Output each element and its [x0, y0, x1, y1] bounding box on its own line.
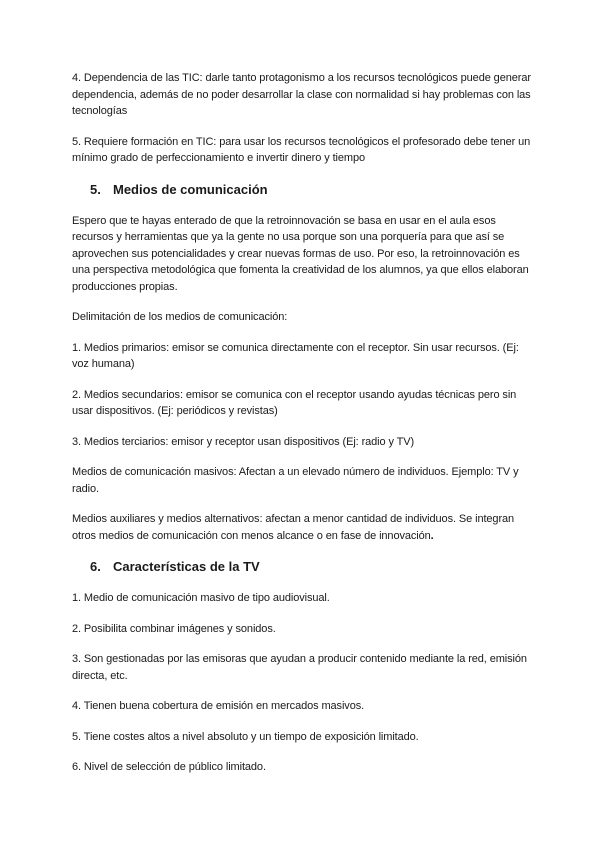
paragraph-retroinnovacion: Espero que te hayas enterado de que la retroinnovación se basa en usar en el aula esos recursos y herramientas que ya la gente no usa porque son una porquería para que así se aprovechen sus potencialidades y crear nuevas formas de uso. Por eso, la retroinnovación es una perspectiva metodológica que fomenta la creatividad de los alumnos, ya que ellos elaboran producciones propias. — [72, 214, 529, 293]
list-item: 1. Medios primarios: emisor se comunica directamente con el receptor. Sin usar recursos. (Ej: voz humana) — [72, 341, 519, 370]
document-page — [72, 70, 534, 790]
list-item: 3. Medios terciarios: emisor y receptor usan dispositivos (Ej: radio y TV) — [72, 435, 415, 448]
paragraph-delimitacion: Delimitación de los medios de comunicación: — [72, 311, 288, 323]
list-item: 2. Posibilita combinar imágenes y sonidos. — [72, 622, 276, 635]
section-heading-tv — [72, 558, 534, 576]
list-item: 2. Medios secundarios: emisor se comunica con el receptor usando ayudas técnicas pero sin usar dispositivos. (Ej: periódicos y revistas) — [72, 388, 517, 417]
auxiliares-text: Medios auxiliares y medios alternativos: afectan a menor cantidad de individuos. Se integran otros medios de comunicación con menos alcance o en fase de innovación — [72, 513, 515, 542]
section-title: Medios de comunicación — [113, 181, 268, 197]
paragraph-medios-masivos: Medios de comunicación masivos: Afectan a un elevado número de individuos. Ejemplo: TV y radio. — [72, 466, 519, 495]
paragraph-dependencia-tic: 4. Dependencia de las TIC: darle tanto protagonismo a los recursos tecnológicos puede generar dependencia, además de no poder desarrollar la clase con normalidad si hay problemas con las tecnologías — [72, 72, 531, 117]
auxiliares-end: . — [430, 529, 434, 542]
section-heading-medios — [72, 181, 534, 199]
section-number: 5. — [90, 181, 101, 197]
list-item: 4. Tienen buena cobertura de emisión en mercados masivos. — [72, 700, 365, 712]
list-item: 6. Nivel de selección de público limitado. — [72, 761, 266, 773]
paragraph-formacion-tic: 5. Requiere formación en TIC: para usar los recursos tecnológicos el profesorado debe tener un mínimo grado de perfeccionamiento e invertir dinero y tiempo — [72, 135, 531, 164]
list-item: 5. Tiene costes altos a nivel absoluto y un tiempo de exposición limitado. — [72, 730, 419, 743]
list-item: 3. Son gestionadas por las emisoras que ayudan a producir contenido mediante la red, emisión directa, etc. — [72, 653, 527, 682]
list-item: 1. Medio de comunicación masivo de tipo audiovisual. — [72, 592, 330, 604]
paragraph-medios-auxiliares — [72, 511, 534, 544]
section-title: Características de la TV — [113, 559, 260, 574]
section-number: 6. — [90, 559, 101, 574]
